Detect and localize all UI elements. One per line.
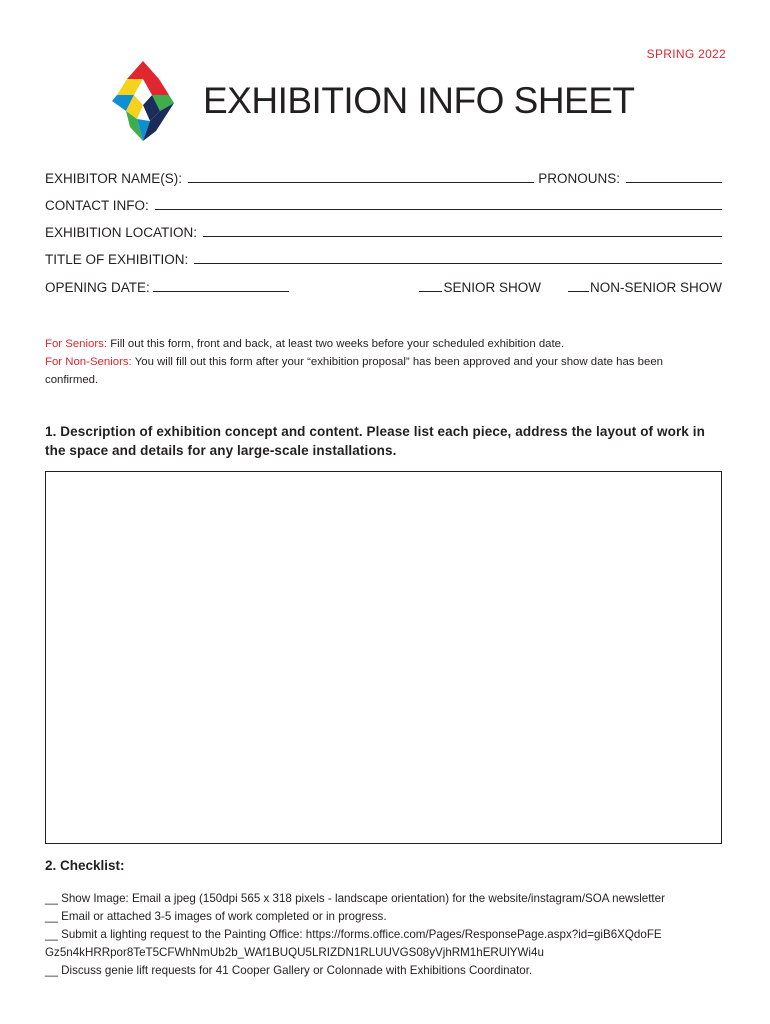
checklist [45, 890, 735, 980]
seniors-prefix: For Seniors: [45, 338, 108, 350]
contact-info-field[interactable] [155, 209, 722, 210]
logo-icon [112, 61, 174, 141]
section1-heading: 1. Description of exhibition concept and content. Please list each piece, address the layout of work in the space and details for any large-scale installations. [45, 424, 705, 458]
opening-row [45, 275, 722, 295]
non-senior-show-label: NON-SENIOR SHOW [589, 280, 722, 295]
location-label: EXHIBITION LOCATION: [45, 225, 198, 240]
exhibition-location-field[interactable] [203, 236, 722, 237]
non-seniors-prefix: For Non-Seniors: [45, 356, 132, 368]
description-textbox[interactable] [45, 471, 722, 844]
pronouns-field[interactable] [626, 182, 722, 183]
opening-date-label: OPENING DATE: [45, 280, 150, 295]
contact-row [45, 193, 722, 213]
non-seniors-instruction [45, 353, 685, 389]
seniors-instruction [45, 335, 685, 353]
checklist-item[interactable]: __ Discuss genie lift requests for 41 Cooper Gallery or Colonnade with Exhibitions Coordinator. [45, 964, 533, 977]
checklist-item[interactable]: __ Submit a lighting request to the Painting Office: https://forms.office.com/Pages/ResponsePage.aspx?id=giB6XQdoFE [45, 928, 662, 941]
exhibitor-row [45, 166, 722, 186]
contact-label: CONTACT INFO: [45, 198, 149, 213]
non-seniors-text: You will fill out this form after your “exhibition proposal” has been approved and your show date has been confirmed. [45, 356, 663, 386]
section2-heading: 2. Checklist: [45, 858, 125, 873]
page-title: EXHIBITION INFO SHEET [203, 80, 635, 121]
exhibition-title-label: TITLE OF EXHIBITION: [45, 252, 189, 267]
opening-date-field[interactable] [153, 291, 289, 292]
title-row [45, 247, 722, 267]
location-row [45, 220, 722, 240]
instructions-note [45, 335, 685, 389]
checklist-item[interactable]: __ Show Image: Email a jpeg (150dpi 565 x 318 pixels - landscape orientation) for the website/instagram/SOA newsletter [45, 892, 665, 905]
pronouns-label: PRONOUNS: [538, 171, 620, 186]
non-senior-show-checkbox[interactable] [568, 291, 589, 292]
checklist-item[interactable]: __ Email or attached 3-5 images of work completed or in progress. [45, 910, 387, 923]
semester-label: SPRING 2022 [646, 47, 726, 61]
exhibition-title-field[interactable] [194, 263, 722, 264]
senior-show-checkbox[interactable] [419, 291, 442, 292]
exhibitor-name-field[interactable] [188, 182, 534, 183]
exhibitor-label: EXHIBITOR NAME(S): [45, 171, 183, 186]
seniors-text: Fill out this form, front and back, at least two weeks before your scheduled exhibition date. [107, 338, 565, 350]
senior-show-label: SENIOR SHOW [443, 280, 541, 295]
checklist-item-continued: Gz5n4kHRRpor8TeT5CFWhNmUb2b_WAf1BUQU5LRIZDN1RLUUVGS08yVjhRM1hERUlYWi4u [45, 946, 544, 959]
